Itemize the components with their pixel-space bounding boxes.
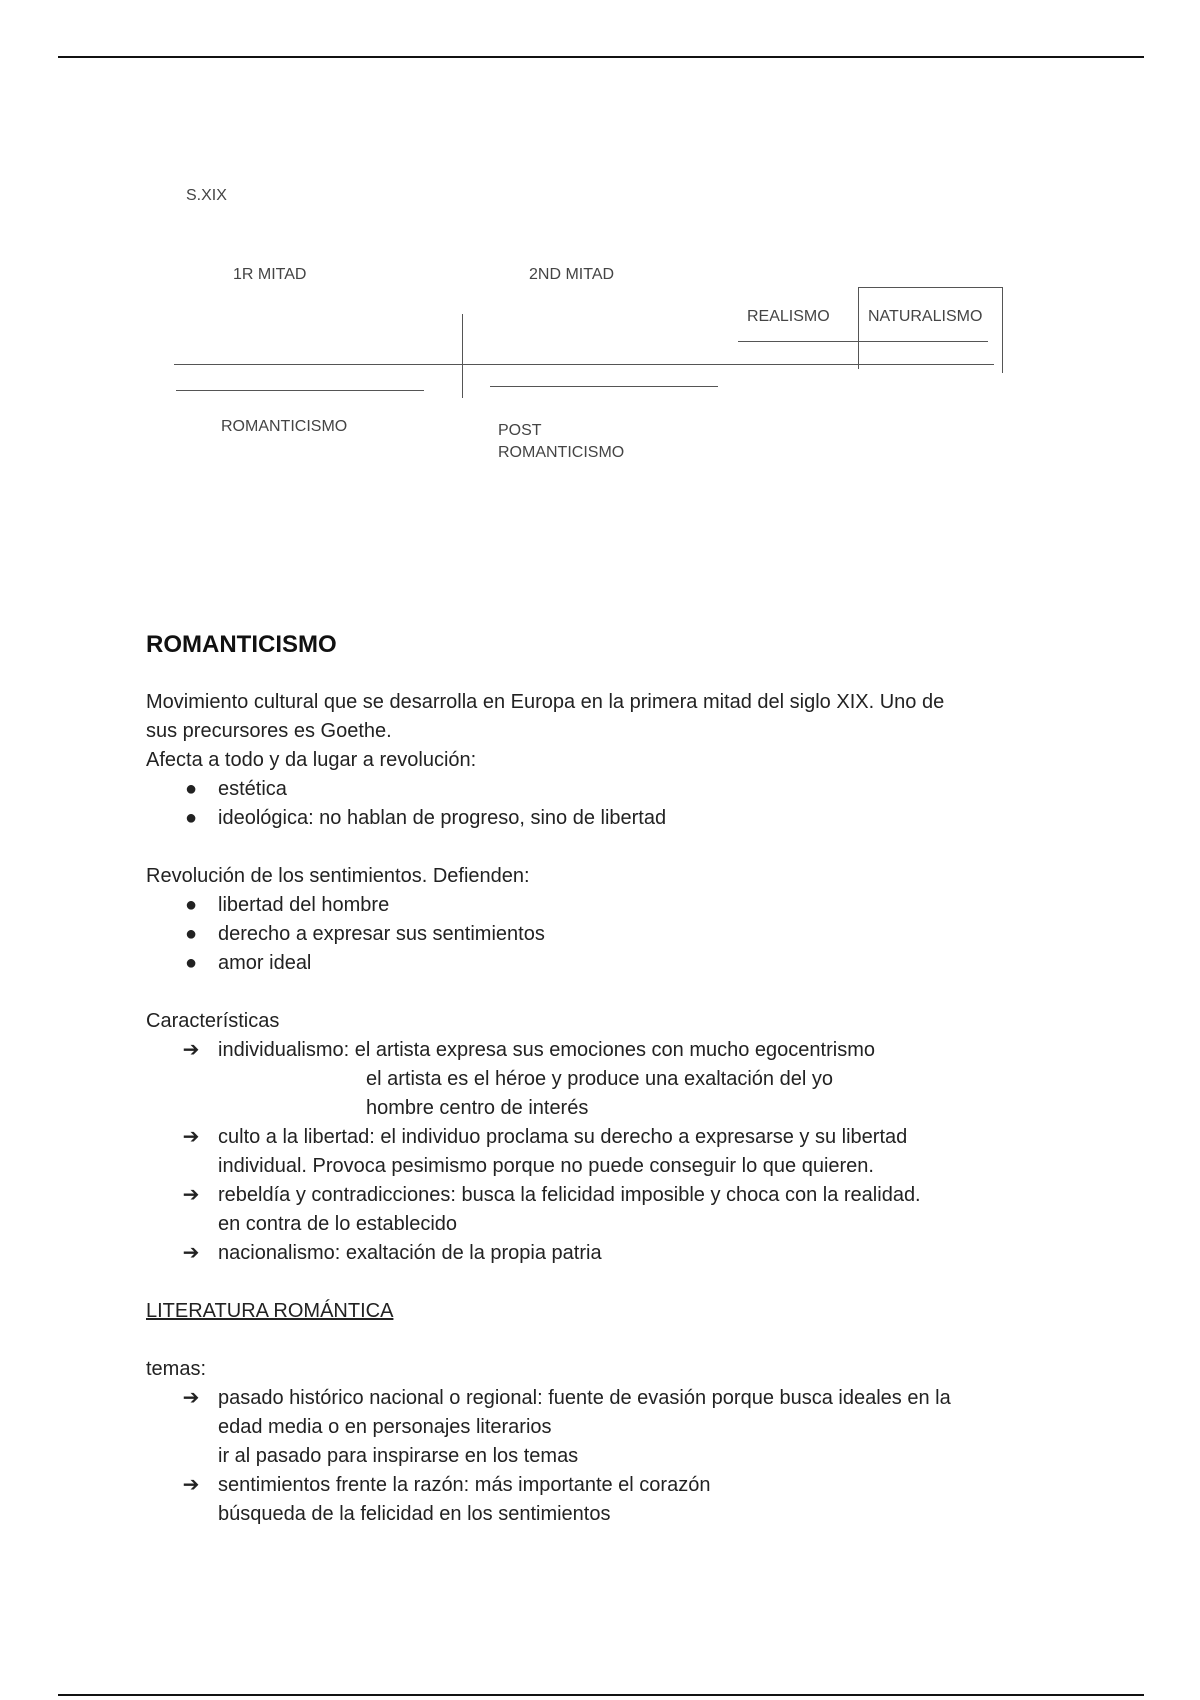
list-continuation: en contra de lo establecido bbox=[218, 1213, 458, 1235]
arrow-icon: ➔ bbox=[182, 1126, 200, 1148]
list-continuation: individual. Provoca pesimismo porque no puede conseguir lo que quieren. bbox=[218, 1155, 874, 1177]
bottom-rule bbox=[58, 1694, 1144, 1696]
intro-line: Afecta a todo y da lugar a revolución: bbox=[146, 749, 477, 771]
arrow-icon: ➔ bbox=[182, 1242, 200, 1264]
arrow-icon: ➔ bbox=[182, 1184, 200, 1206]
naturalismo-box-right bbox=[1002, 287, 1003, 373]
list-continuation: el artista es el héroe y produce una exaltación del yo bbox=[366, 1068, 833, 1090]
romanticismo-span bbox=[176, 390, 424, 391]
list-item: ➔ sentimientos frente la razón: más importante el corazón bbox=[146, 1471, 1046, 1500]
half-divider bbox=[462, 314, 463, 398]
list-continuation: ir al pasado para inspirarse en los temas bbox=[218, 1445, 579, 1467]
list-item: ● libertad del hombre bbox=[146, 891, 1046, 920]
caracteristicas-list bbox=[146, 1036, 1046, 1065]
list-item: ➔ rebeldía y contradicciones: busca la felicidad imposible y choca con la realidad. bbox=[146, 1181, 1046, 1210]
section-title: ROMANTICISMO bbox=[146, 631, 337, 658]
arrow-icon: ➔ bbox=[182, 1387, 200, 1409]
list-item: ● derecho a expresar sus sentimientos bbox=[146, 920, 1046, 949]
bullet-icon: ● bbox=[184, 923, 198, 945]
naturalismo-label: NATURALISMO bbox=[868, 308, 983, 325]
list-item: ● amor ideal bbox=[146, 949, 1046, 978]
intro-line: sus precursores es Goethe. bbox=[146, 720, 392, 742]
intro-line: Movimiento cultural que se desarrolla en Europa en la primera mitad del siglo XIX. Uno de bbox=[146, 691, 945, 713]
list-continuation: edad media o en personajes literarios bbox=[218, 1416, 552, 1438]
naturalismo-box-left bbox=[858, 287, 859, 369]
realismo-span bbox=[738, 341, 988, 342]
sentimientos-list bbox=[146, 891, 1046, 978]
naturalismo-box-top bbox=[858, 287, 1002, 288]
caracteristicas-title: Características bbox=[146, 1010, 280, 1032]
list-continuation: búsqueda de la felicidad en los sentimientos bbox=[218, 1503, 611, 1525]
post-label: POST bbox=[498, 422, 542, 439]
temas-label: temas: bbox=[146, 1358, 207, 1380]
bullet-icon: ● bbox=[184, 952, 198, 974]
second-half-label: 2ND MITAD bbox=[529, 266, 615, 283]
document-body bbox=[146, 630, 1046, 1529]
list-item: ➔ pasado histórico nacional o regional: fuente de evasión porque busca ideales en la bbox=[146, 1384, 1046, 1413]
temas-list bbox=[146, 1384, 1046, 1413]
list-item: ➔ individualismo: el artista expresa sus emociones con mucho egocentrismo bbox=[146, 1036, 1046, 1065]
literatura-title: LITERATURA ROMÁNTICA bbox=[146, 1300, 394, 1322]
romanticismo-label: ROMANTICISMO bbox=[221, 418, 348, 435]
century-label: S.XIX bbox=[186, 187, 227, 204]
sentimientos-intro: Revolución de los sentimientos. Defienden: bbox=[146, 865, 530, 887]
post-romanticismo-span bbox=[490, 386, 718, 387]
revolution-list bbox=[146, 775, 1046, 833]
realismo-label: REALISMO bbox=[747, 308, 830, 325]
bullet-icon: ● bbox=[184, 894, 198, 916]
arrow-icon: ➔ bbox=[182, 1474, 200, 1496]
bullet-icon: ● bbox=[184, 778, 198, 800]
arrow-icon: ➔ bbox=[182, 1039, 200, 1061]
post-romanticismo-label: ROMANTICISMO bbox=[498, 444, 625, 461]
list-item: ➔ culto a la libertad: el individuo proclama su derecho a expresarse y su libertad bbox=[146, 1123, 1046, 1152]
list-item: ➔ nacionalismo: exaltación de la propia patria bbox=[146, 1239, 1046, 1268]
list-item: ● ideológica: no hablan de progreso, sino de libertad bbox=[146, 804, 1046, 833]
main-timeline bbox=[174, 364, 994, 365]
timeline-diagram bbox=[0, 0, 1200, 500]
list-item: ● estética bbox=[146, 775, 1046, 804]
first-half-label: 1R MITAD bbox=[233, 266, 307, 283]
bullet-icon: ● bbox=[184, 807, 198, 829]
list-continuation: hombre centro de interés bbox=[366, 1097, 589, 1119]
